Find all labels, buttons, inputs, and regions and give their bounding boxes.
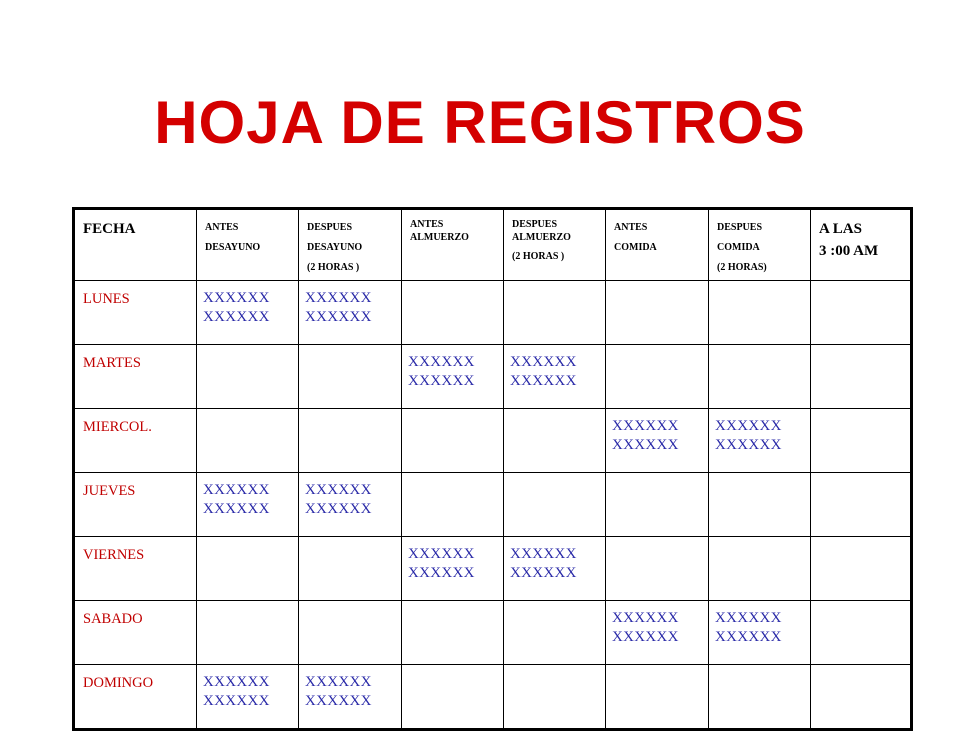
marked-cell xyxy=(299,281,402,345)
empty-cell xyxy=(811,537,912,601)
marked-cell xyxy=(606,409,709,473)
day-cell: JUEVES xyxy=(74,473,197,537)
empty-cell xyxy=(504,281,606,345)
mark-text: XXXXXX xyxy=(305,693,372,709)
marked-cell xyxy=(606,601,709,665)
empty-cell xyxy=(811,601,912,665)
empty-cell xyxy=(197,345,299,409)
marked-cell xyxy=(299,473,402,537)
mark-text: XXXXXX xyxy=(510,546,577,562)
mark-text: XXXXXX xyxy=(408,565,475,581)
empty-cell xyxy=(197,601,299,665)
mark-text: XXXXXX xyxy=(612,437,679,453)
empty-cell xyxy=(606,345,709,409)
empty-cell xyxy=(606,281,709,345)
day-cell: LUNES xyxy=(74,281,197,345)
empty-cell xyxy=(402,281,504,345)
header-despues-comida xyxy=(709,209,811,281)
empty-cell xyxy=(709,473,811,537)
mark-text: XXXXXX xyxy=(510,565,577,581)
header-despues-desayuno xyxy=(299,209,402,281)
marked-cell xyxy=(197,473,299,537)
mark-text: XXXXXX xyxy=(203,674,270,690)
day-cell: DOMINGO xyxy=(74,665,197,730)
header-antes-comida xyxy=(606,209,709,281)
mark-text: XXXXXX xyxy=(305,309,372,325)
page-title: HOJA DE REGISTROS xyxy=(154,89,806,156)
empty-cell xyxy=(606,537,709,601)
empty-cell xyxy=(606,473,709,537)
empty-cell xyxy=(811,473,912,537)
day-cell: MIERCOL. xyxy=(74,409,197,473)
empty-cell xyxy=(402,409,504,473)
mark-text: XXXXXX xyxy=(510,373,577,389)
table-row xyxy=(74,537,912,601)
mark-text: XXXXXX xyxy=(305,674,372,690)
mark-text: XXXXXX xyxy=(305,501,372,517)
table-row xyxy=(74,473,912,537)
mark-text: XXXXXX xyxy=(510,354,577,370)
header-despues-almuerzo xyxy=(504,209,606,281)
header-line: COMIDA xyxy=(614,242,657,253)
empty-cell xyxy=(402,473,504,537)
header-a-las-3am xyxy=(811,209,912,281)
mark-text: XXXXXX xyxy=(715,629,782,645)
table-row xyxy=(74,345,912,409)
table-row xyxy=(74,281,912,345)
day-cell: MARTES xyxy=(74,345,197,409)
mark-text: XXXXXX xyxy=(203,290,270,306)
header-antes-desayuno xyxy=(197,209,299,281)
empty-cell xyxy=(811,281,912,345)
marked-cell xyxy=(402,345,504,409)
empty-cell xyxy=(299,345,402,409)
mark-text: XXXXXX xyxy=(612,629,679,645)
header-row xyxy=(74,209,912,281)
empty-cell xyxy=(299,601,402,665)
table-row xyxy=(74,409,912,473)
mark-text: XXXXXX xyxy=(715,437,782,453)
marked-cell xyxy=(197,281,299,345)
mark-text: XXXXXX xyxy=(612,418,679,434)
mark-text: XXXXXX xyxy=(203,693,270,709)
header-line: ALMUERZO xyxy=(410,232,469,243)
mark-text: XXXXXX xyxy=(408,373,475,389)
mark-text: XXXXXX xyxy=(203,309,270,325)
marked-cell xyxy=(504,345,606,409)
marked-cell xyxy=(709,601,811,665)
empty-cell xyxy=(299,537,402,601)
marked-cell xyxy=(504,537,606,601)
empty-cell xyxy=(504,601,606,665)
table-row xyxy=(74,601,912,665)
mark-text: XXXXXX xyxy=(408,546,475,562)
mark-text: XXXXXX xyxy=(408,354,475,370)
empty-cell xyxy=(811,345,912,409)
records-table xyxy=(72,207,913,731)
empty-cell xyxy=(504,409,606,473)
empty-cell xyxy=(709,537,811,601)
header-fecha-label: FECHA xyxy=(83,221,136,237)
empty-cell xyxy=(709,281,811,345)
mark-text: XXXXXX xyxy=(612,610,679,626)
empty-cell xyxy=(402,601,504,665)
mark-text: XXXXXX xyxy=(305,482,372,498)
day-cell: SABADO xyxy=(74,601,197,665)
header-line: (2 HORAS) xyxy=(717,262,767,273)
header-line: DESAYUNO xyxy=(205,242,261,253)
header-line: ANTES xyxy=(410,219,444,230)
header-fecha xyxy=(74,209,197,281)
marked-cell xyxy=(709,409,811,473)
mark-text: XXXXXX xyxy=(203,501,270,517)
header-line: A LAS xyxy=(819,221,862,237)
empty-cell xyxy=(197,537,299,601)
empty-cell xyxy=(811,409,912,473)
header-line: ANTES xyxy=(614,222,648,233)
mark-text: XXXXXX xyxy=(203,482,270,498)
header-line: ANTES xyxy=(205,222,239,233)
header-line: DESPUES xyxy=(512,219,558,230)
header-antes-almuerzo xyxy=(402,209,504,281)
mark-text: XXXXXX xyxy=(305,290,372,306)
header-line: ALMUERZO xyxy=(512,232,571,243)
header-line: DESPUES xyxy=(717,222,763,233)
empty-cell xyxy=(504,473,606,537)
mark-text: XXXXXX xyxy=(715,610,782,626)
header-line: (2 HORAS ) xyxy=(512,251,565,262)
header-line: DESPUES xyxy=(307,222,353,233)
marked-cell xyxy=(402,537,504,601)
empty-cell xyxy=(299,409,402,473)
empty-cell xyxy=(709,345,811,409)
header-line: DESAYUNO xyxy=(307,242,363,253)
records-body xyxy=(74,281,912,730)
header-line: 3 :00 AM xyxy=(819,243,879,259)
mark-text: XXXXXX xyxy=(715,418,782,434)
header-line: (2 HORAS ) xyxy=(307,262,360,273)
day-cell: VIERNES xyxy=(74,537,197,601)
empty-cell xyxy=(197,409,299,473)
header-line: COMIDA xyxy=(717,242,760,253)
